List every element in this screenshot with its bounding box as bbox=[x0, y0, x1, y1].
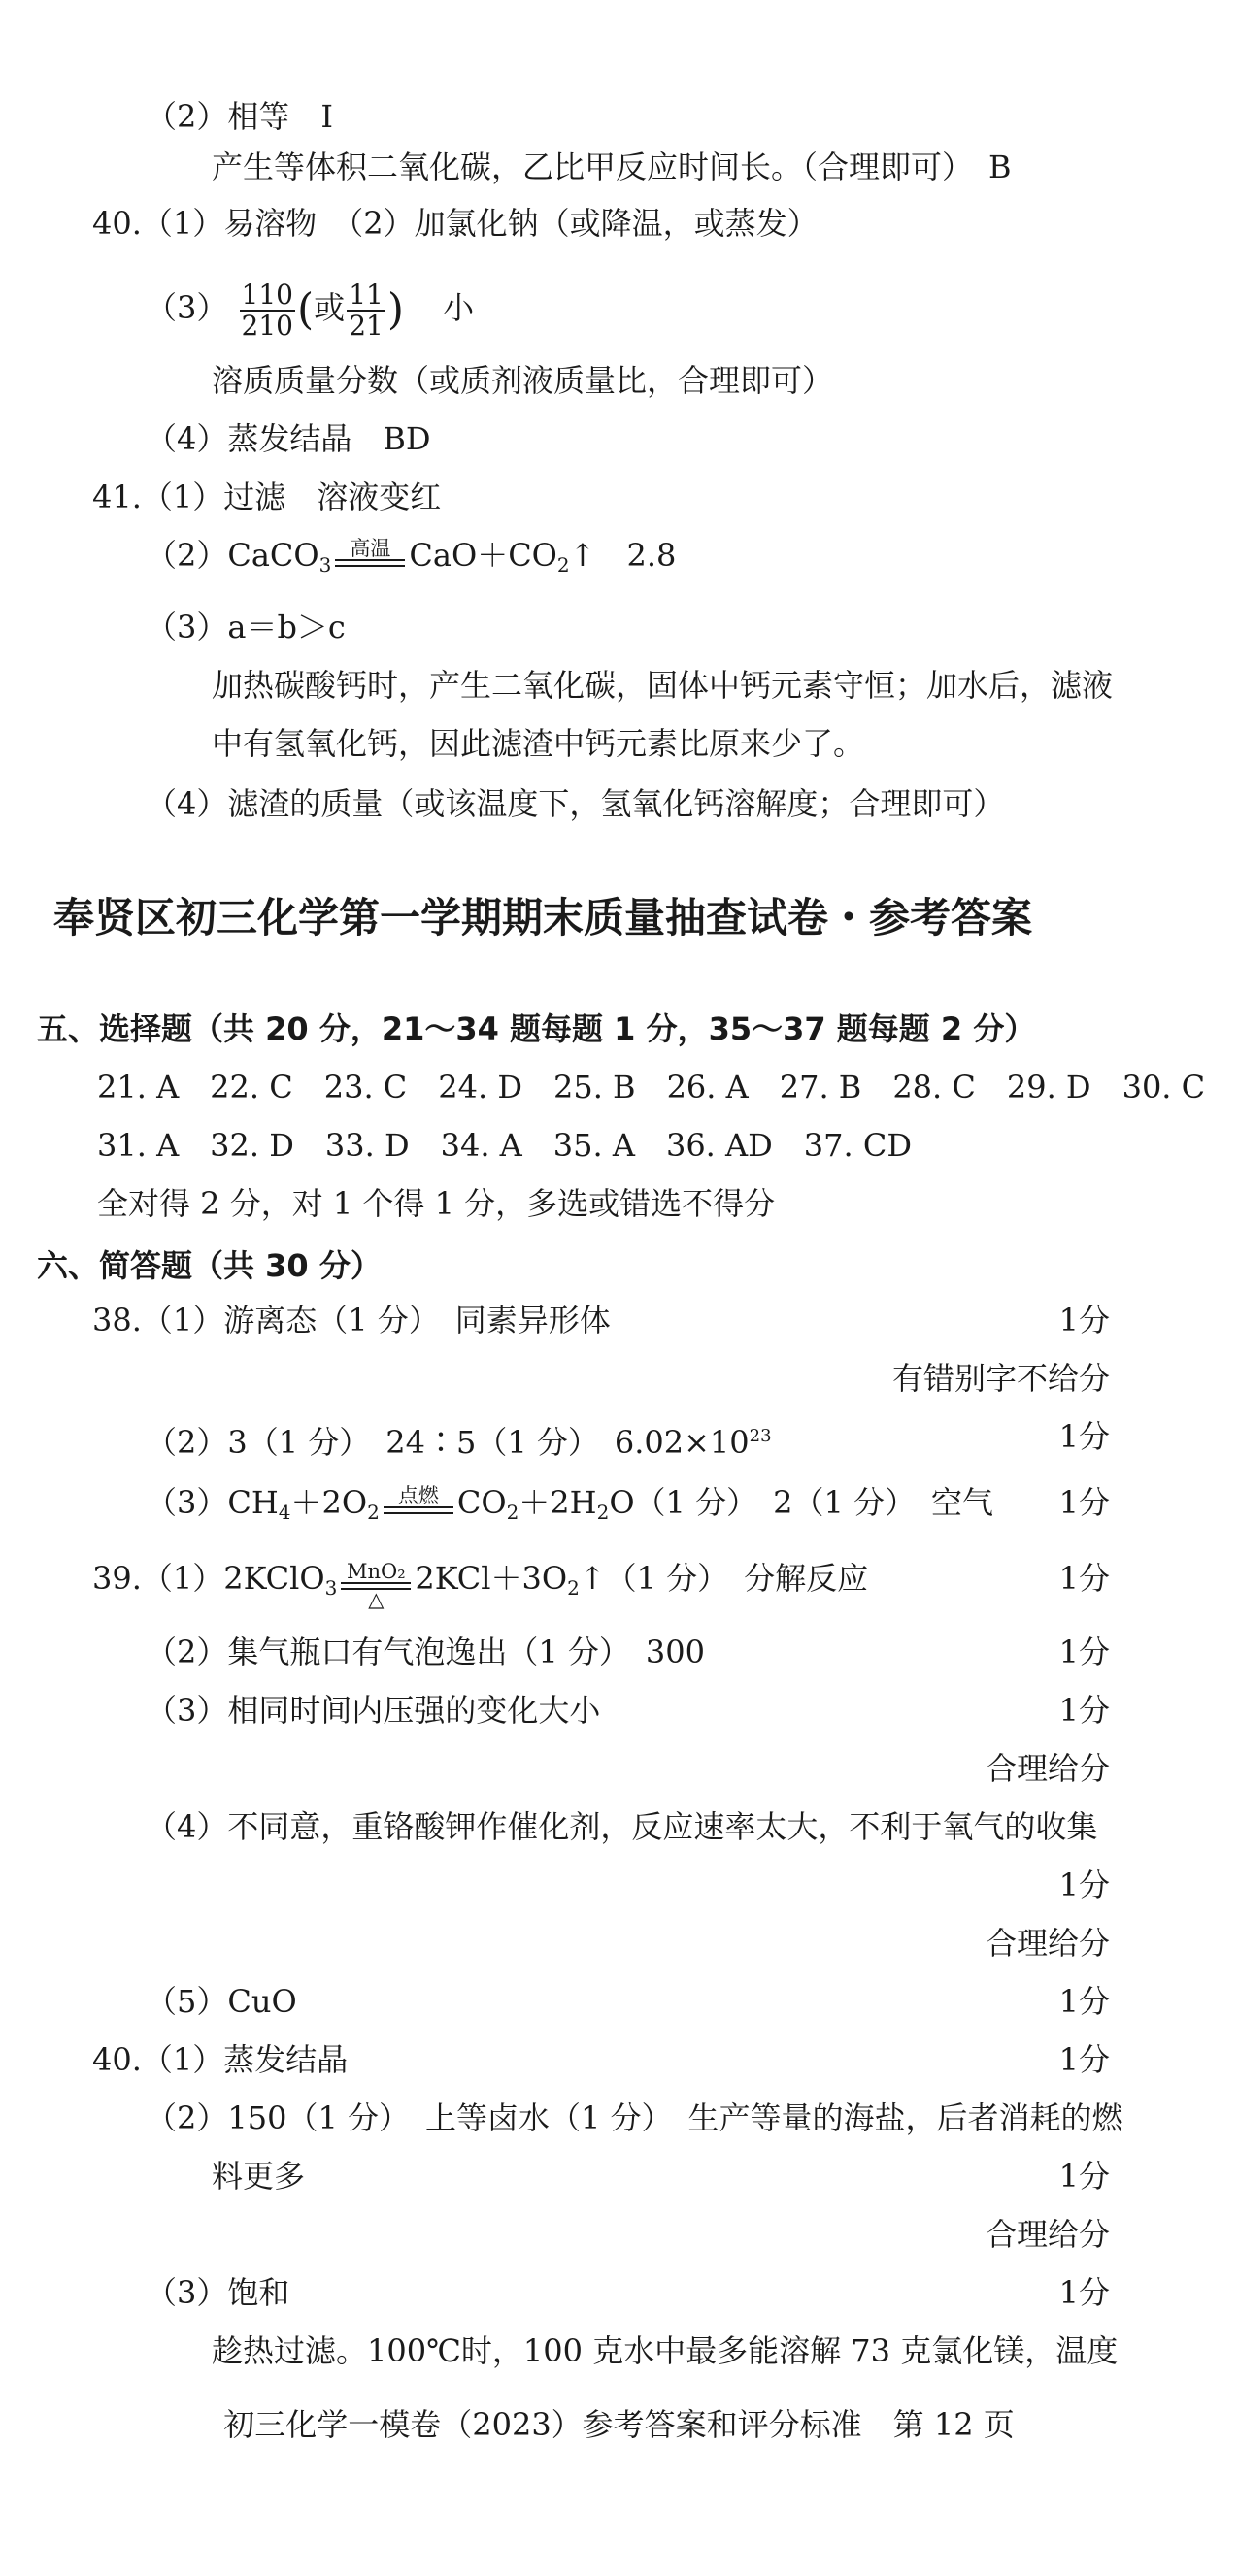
formula-part: 39.（1）2KClO bbox=[92, 1560, 325, 1597]
answer-line: （2）集气瓶口有气泡逸出（1 分） 300 bbox=[146, 1634, 705, 1670]
score: 1分 bbox=[1058, 1560, 1110, 1597]
scoring-note: 合理给分 bbox=[985, 2216, 1110, 2253]
answer-line-fraction bbox=[146, 274, 474, 345]
answer-line: 40.（1）蒸发结晶 bbox=[92, 2041, 349, 2078]
scoring-note: 合理给分 bbox=[985, 1925, 1110, 1962]
score: 1分 bbox=[1058, 2274, 1110, 2311]
fraction-denominator: 210 bbox=[241, 309, 293, 342]
formula-part: O（1 分） 2（1 分） 空气 bbox=[609, 1484, 993, 1521]
section-header: 六、简答题（共 30 分） bbox=[37, 1247, 382, 1284]
answer-line bbox=[146, 1415, 772, 1464]
answer-text: （2）3（1 分） 24∶5（1 分） 6.02×10 bbox=[146, 1424, 750, 1461]
score: 1分 bbox=[1058, 1866, 1110, 1903]
score: 1分 bbox=[1058, 1634, 1110, 1670]
reaction-condition bbox=[335, 538, 405, 586]
fraction bbox=[240, 278, 295, 342]
formula-part: （2）CaCO bbox=[146, 537, 319, 574]
section-title: 奉贤区初三化学第一学期期末质量抽查试卷・参考答案 bbox=[53, 894, 1033, 941]
score: 1分 bbox=[1058, 1692, 1110, 1729]
condition-text: 高温 bbox=[350, 537, 391, 560]
answer-text: 小 bbox=[443, 289, 475, 326]
answer-line: 料更多 bbox=[212, 2158, 306, 2195]
answer-line: （3）相同时间内压强的变化大小 bbox=[146, 1692, 601, 1729]
scoring-note: 有错别字不给分 bbox=[891, 1360, 1110, 1397]
formula-part: ＋2H bbox=[519, 1484, 597, 1521]
formula-part: ↑ 2.8 bbox=[569, 537, 677, 574]
equation-line: 39.（1）2KClO$_3$ MnO₂ △ $2KCl+3O_2↑(1$ 分） 分解反应 bbox=[92, 1560, 869, 1611]
formula-part: CO bbox=[456, 1484, 507, 1521]
paren-open: ( bbox=[297, 284, 315, 335]
condition-text: 点燃 bbox=[397, 1484, 439, 1507]
answer-line: 溶质质量分数（或质剂液质量比，合理即可） bbox=[212, 362, 834, 399]
fraction-numerator: 11 bbox=[349, 278, 384, 311]
formula-part: ＋2O bbox=[290, 1484, 368, 1521]
answer-line: 趁热过滤。100℃时，100 克水中最多能溶解 73 克氯化镁，温度 bbox=[212, 2332, 1119, 2369]
answer-row: 31. A 32. D 33. D 34. A 35. A 36. AD 37. CD bbox=[97, 1127, 912, 1164]
scoring-note: 全对得 2 分，对 1 个得 1 分，多选或错选不得分 bbox=[97, 1185, 776, 1222]
score: 1分 bbox=[1058, 1983, 1110, 2020]
or-text: 或 bbox=[314, 289, 346, 326]
answer-line: 中有氢氧化钙，因此滤渣中钙元素比原来少了。 bbox=[212, 725, 865, 762]
answer-line: （4）蒸发结晶 BD bbox=[146, 420, 431, 457]
answer-line: （2）150（1 分） 上等卤水（1 分） 生产等量的海盐，后者消耗的燃 bbox=[146, 2099, 1123, 2136]
fraction bbox=[347, 278, 385, 342]
fraction-numerator: 110 bbox=[241, 278, 293, 311]
equation-line: $(3)CH_4+2O_2$ 点燃 $CO_2+2H_2O(1$ 分） 2（1 分） 空气 bbox=[146, 1481, 993, 1534]
reaction-condition bbox=[341, 1561, 411, 1609]
answer-line: 产生等体积二氧化碳，乙比甲反应时间长。（合理即可） B bbox=[212, 149, 1012, 185]
score: 1分 bbox=[1058, 1484, 1110, 1521]
answer-line: （2）相等 I bbox=[146, 98, 334, 135]
heat-symbol: △ bbox=[368, 1588, 385, 1611]
score: 1分 bbox=[1058, 2041, 1110, 2078]
answer-line: 41.（1）过滤 溶液变红 bbox=[92, 479, 442, 515]
score: 1分 bbox=[1058, 1302, 1110, 1338]
answer-line: 40.（1）易溶物 （2）加氯化钠（或降温，或蒸发） bbox=[92, 205, 819, 242]
reaction-condition bbox=[384, 1485, 453, 1534]
answer-line: （4）不同意，重铬酸钾作催化剂，反应速率太大，不利于氧气的收集 bbox=[146, 1808, 1098, 1845]
score: 1分 bbox=[1058, 2158, 1110, 2195]
formula-part: （3）CH bbox=[146, 1484, 279, 1521]
exponent: 23 bbox=[749, 1426, 772, 1446]
answer-line: （5）CuO bbox=[146, 1983, 297, 2020]
answer-line: 38.（1）游离态（1 分） 同素异形体 bbox=[92, 1302, 611, 1338]
paren-close: ) bbox=[386, 284, 404, 335]
formula-part: ↑（1 分） 分解反应 bbox=[579, 1560, 869, 1597]
scoring-note: 合理给分 bbox=[985, 1750, 1110, 1787]
page-footer: 初三化学一模卷（2023）参考答案和评分标准 第 12 页 bbox=[223, 2406, 1015, 2443]
equation-line: （2）CaCO$_3$ 高温 $CaO+CO_2↑$ 2.8 bbox=[146, 534, 676, 586]
section-header: 五、选择题（共 20 分，21～34 题每题 1 分，35～37 题每题 2 分） bbox=[37, 1010, 1036, 1047]
catalyst-text: MnO₂ bbox=[347, 1560, 406, 1583]
score: 1分 bbox=[1058, 1418, 1110, 1455]
formula-part: CaO＋CO bbox=[409, 537, 557, 574]
fraction-denominator: 21 bbox=[349, 309, 384, 342]
formula-part: 2KCl＋3O bbox=[415, 1560, 568, 1597]
answer-line: （4）滤渣的质量（或该温度下，氢氧化钙溶解度；合理即可） bbox=[146, 785, 1005, 822]
answer-row: 21. A 22. C 23. C 24. D 25. B 26. A 27. B 28. C 29. D 30. C bbox=[97, 1069, 1206, 1106]
answer-line: （3）饱和 bbox=[146, 2274, 290, 2311]
answer-line: 加热碳酸钙时，产生二氧化碳，固体中钙元素守恒；加水后，滤液 bbox=[212, 667, 1114, 704]
answer-line: （3）a＝b＞c bbox=[146, 609, 346, 645]
item-label: （3） bbox=[146, 289, 228, 326]
